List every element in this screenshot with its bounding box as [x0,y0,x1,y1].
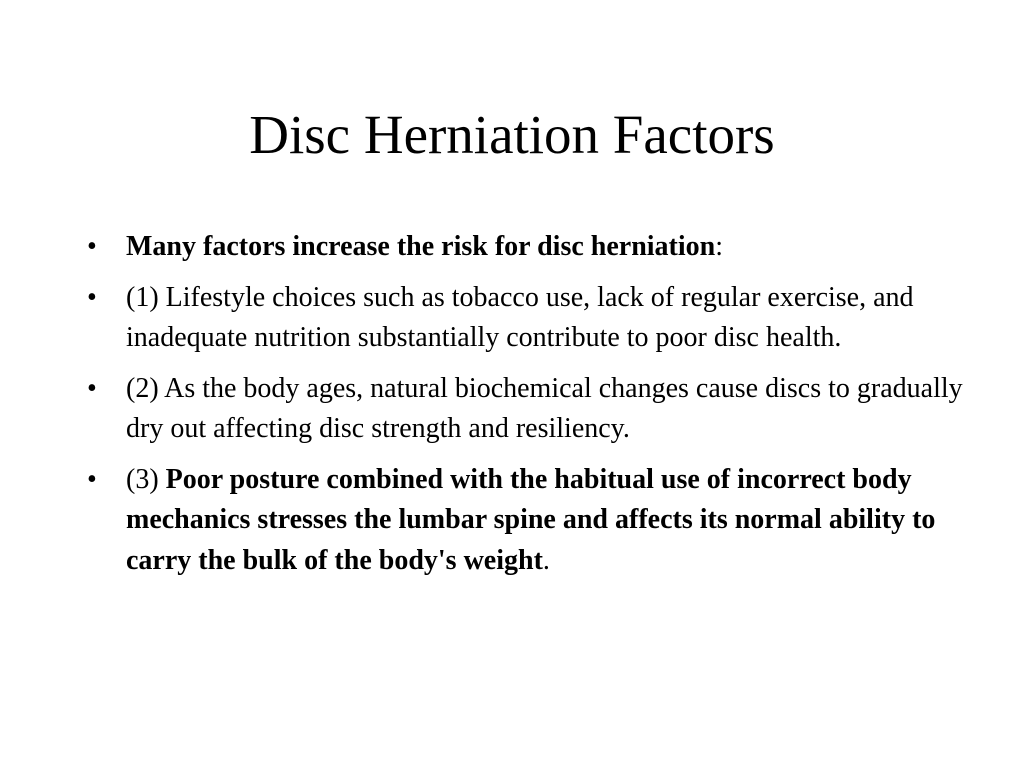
bullet-item-2 [85,278,965,359]
bullet-marker: • [87,231,97,262]
bullet-item-4 [85,460,965,582]
bullet-marker: • [87,463,97,495]
bullet-marker: • [87,281,97,313]
bullet-item-3 [85,369,965,450]
bullet-1-tail: : [715,231,724,262]
bullet-2-text: (1) Lifestyle choices such as tobacco use, lack of regular exercise, and inadequate nutrition substantially contribute to poor disc health. [126,281,914,353]
bullet-1-bold-text: Many factors increase the risk for disc herniation [126,231,716,262]
bullet-list [85,227,965,591]
bullet-4-tail: . [542,544,550,576]
bullet-4-lead: (3) [126,463,166,495]
slide-title: Disc Herniation Factors [249,104,775,165]
bullet-marker: • [87,372,97,404]
bullet-3-text: (2) As the body ages, natural biochemical changes cause discs to gradually dry out affecting disc strength and resiliency. [126,372,963,444]
bullet-4-bold-text: Poor posture combined with the habitual use of incorrect body mechanics stresses the lumbar spine and affects its normal ability to carry the bulk of the body's weight [126,463,936,576]
bullet-item-1 [85,227,965,268]
